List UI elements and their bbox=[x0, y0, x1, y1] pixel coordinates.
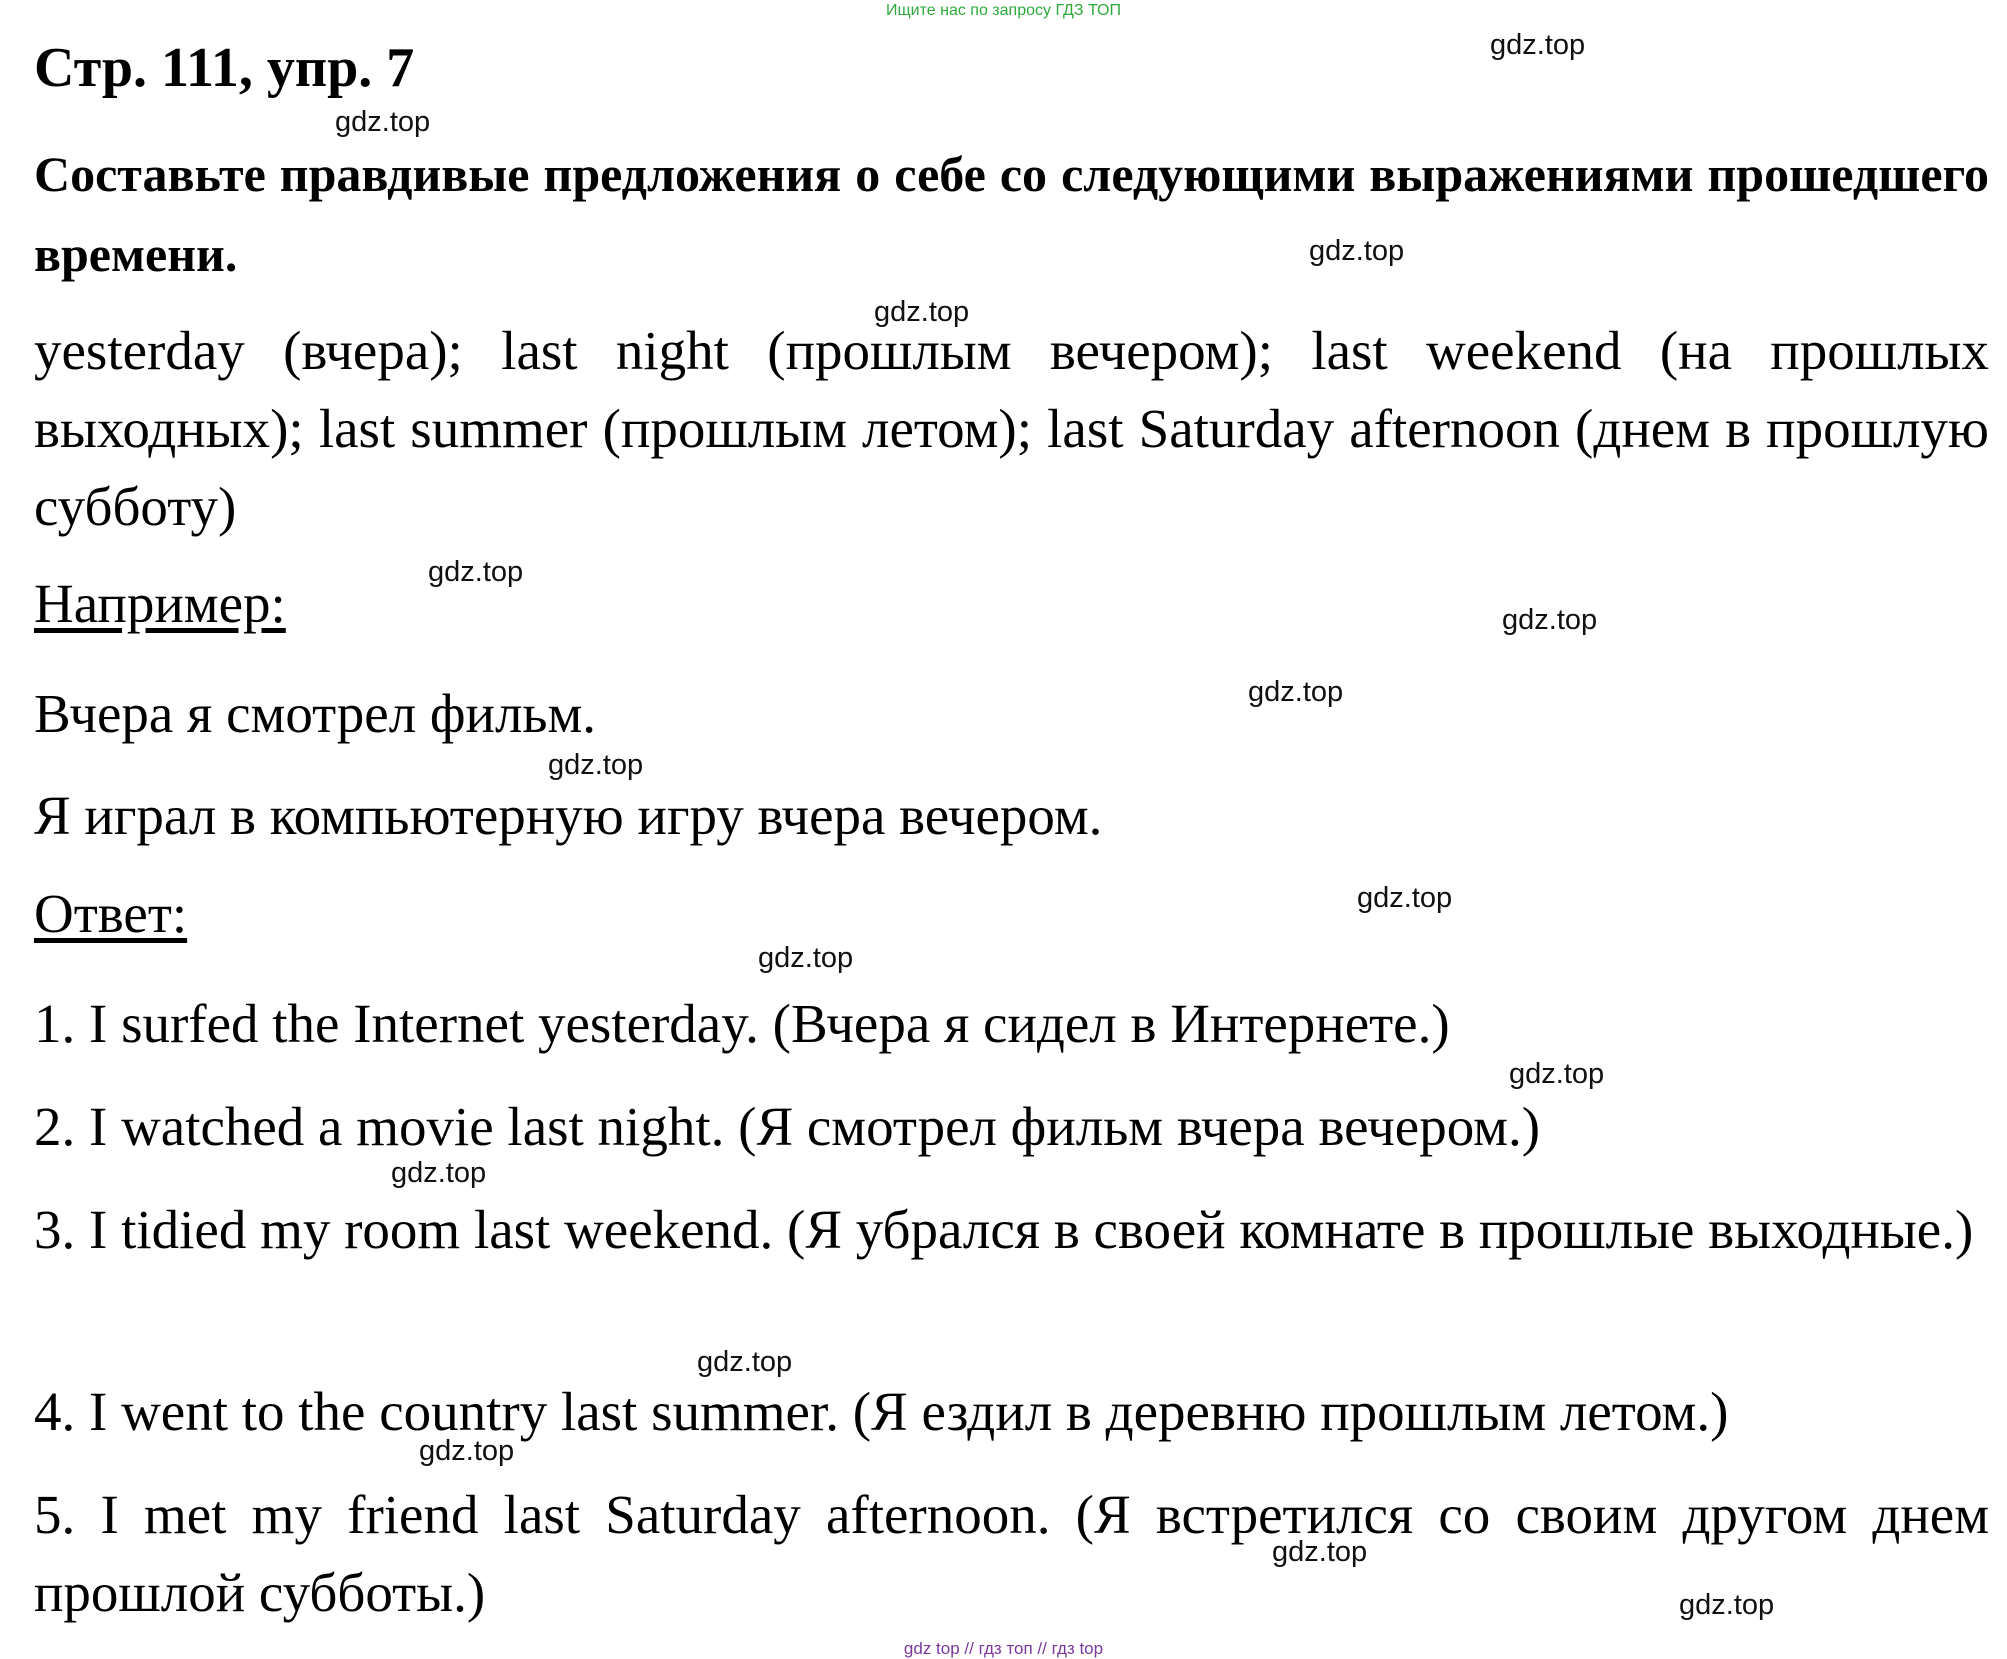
watermark: gdz.top bbox=[874, 296, 970, 328]
watermark: gdz.top bbox=[1509, 1058, 1605, 1090]
answer-label: Ответ: bbox=[34, 883, 188, 944]
answer-item: 4. I went to the country last summer. (Я ездил в деревню прошлым летом.) bbox=[34, 1381, 1729, 1442]
watermark: gdz.top bbox=[1357, 882, 1453, 914]
watermark: gdz.top bbox=[335, 106, 431, 138]
answer-item: 3. I tidied my room last weekend. (Я убрался в своей комнате в прошлые выходные.) bbox=[34, 1199, 1974, 1260]
example-line: Вчера я смотрел фильм. bbox=[34, 683, 597, 744]
example-line: Я играл в компьютерную игру вчера вечером. bbox=[34, 785, 1103, 846]
example-label: Например: bbox=[34, 573, 286, 634]
answer-item: 5. I met my friend last Saturday afternoon. (Я встретился со своим другом днем прошлой субботы.) bbox=[34, 1484, 1989, 1623]
watermark: gdz.top bbox=[1272, 1536, 1368, 1568]
watermark: gdz.top bbox=[1490, 29, 1586, 61]
watermark: gdz.top bbox=[1248, 676, 1344, 708]
phrases-text: yesterday (вчера); last night (прошлым вечером); last weekend (на прошлых выходных); last summer (прошлым летом); last Saturday afternoon (днем в прошлую субботу) bbox=[34, 320, 1989, 537]
watermark: gdz.top bbox=[428, 556, 524, 588]
task-text: Составьте правдивые предложения о себе со следующими выражениями прошедшего времени. bbox=[34, 146, 1989, 282]
watermark: gdz.top bbox=[1309, 235, 1405, 267]
top-banner: Ищите нас по запросу ГДЗ ТОП bbox=[886, 2, 1121, 19]
watermark: gdz.top bbox=[697, 1346, 793, 1378]
watermark: gdz.top bbox=[1502, 604, 1598, 636]
watermark: gdz.top bbox=[419, 1435, 515, 1467]
answer-item: 1. I surfed the Internet yesterday. (Вчера я сидел в Интернете.) bbox=[34, 993, 1450, 1054]
answer-item: 2. I watched a movie last night. (Я смотрел фильм вчера вечером.) bbox=[34, 1096, 1541, 1157]
footer-text: gdz top // гдз топ // гдз top bbox=[903, 1639, 1104, 1658]
watermark: gdz.top bbox=[391, 1157, 487, 1189]
watermark: gdz.top bbox=[758, 942, 854, 974]
watermark: gdz.top bbox=[548, 749, 644, 781]
watermark: gdz.top bbox=[1679, 1589, 1775, 1621]
page-heading: Стр. 111, упр. 7 bbox=[34, 37, 415, 99]
